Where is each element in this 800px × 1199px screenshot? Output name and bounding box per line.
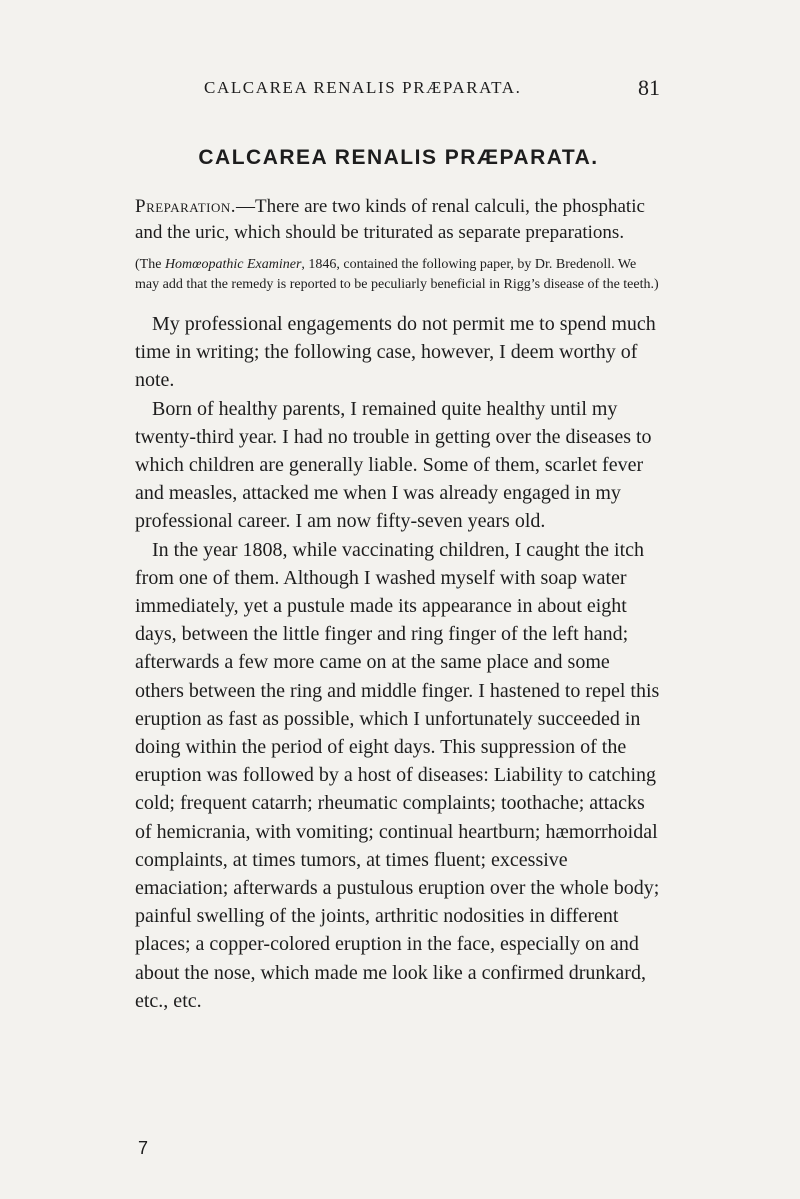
page-number: 81 [638,75,660,100]
editor-note [135,255,662,295]
note-source: Homœopathic Examiner [164,257,302,272]
paragraph-2: Born of healthy parents, I remained quite healthy until my twenty-third year. I had no trouble in getting over the diseases to which children are generally liable. Some of them, scarlet fever and measles, attacked me when I was already engaged in my professional career. I am now fifty-seven years old. [135,397,652,533]
preparation-paragraph [135,194,662,246]
signature-mark: 7 [138,1138,149,1158]
case-text [135,310,662,1015]
article-title: CALCAREA RENALIS PRÆPARATA. [198,146,599,169]
preparation-text: —There are two kinds of renal calculi, the phosphatic and the uric, which should be triturated as separate preparations. [135,196,645,243]
paragraph-1: My professional engagements do not permit me to spend much time in writing; the following case, however, I deem worthy of note. [135,313,656,392]
note-prefix: (The [135,257,165,272]
preparation-label: Preparation. [135,196,237,217]
article [135,146,662,1015]
paragraph-3: In the year 1808, while vaccinating children, I caught the itch from one of them. Although I washed myself with soap water immediately, yet a pustule made its appearance in about eight days, between the little finger and ring finger of the left hand; afterwards a few more came on at the same place and some others between the ring and middle finger. I hastened to repel this eruption as fast as possible, which I unfortunately succeeded in doing within the period of eight days. This suppression of the eruption was followed by a host of diseases: Liability to catching cold; frequent catarrh; rheumatic complaints; toothache; attacks of hemicrania, with vomiting; continual heartburn; hæmorrhoidal complaints, at times tumors, at times fluent; excessive emaciation; afterwards a pustulous eruption over the whole body; painful swelling of the joints, arthritic nodosities in different places; a copper-colored eruption in the face, especially on and about the nose, which made me look like a confirmed drunkard, etc., etc. [135,538,660,1012]
running-title: CALCAREA RENALIS PRÆPARATA. [204,78,522,97]
running-head [136,75,660,108]
note-text: , 1846, contained the following paper, by Dr. Bredenoll. We may add that the remedy is reported to be peculiarly beneficial in Rigg’s disease of the teeth.) [135,257,659,292]
